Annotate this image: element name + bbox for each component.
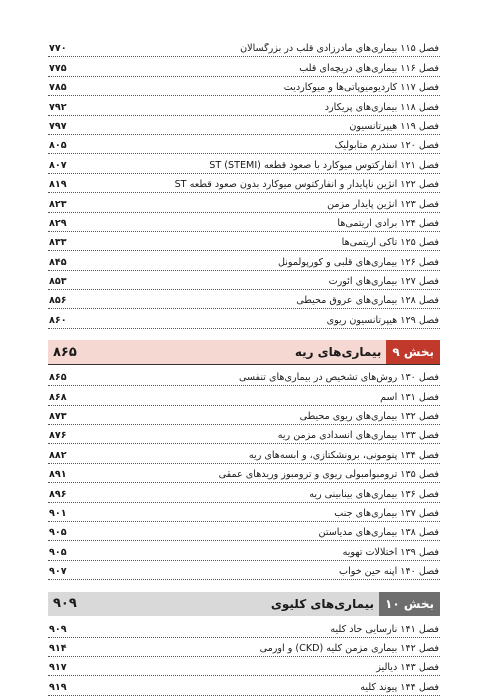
toc-row[interactable] bbox=[48, 503, 440, 522]
section-title: بیماری‌های ریه bbox=[294, 345, 382, 360]
toc-group-pulmonary bbox=[48, 367, 440, 580]
toc-row-label: فصل ۱۱۷ کاردیومیوپاتی‌ها و میوکاردیت bbox=[283, 82, 439, 94]
section-page: ۸۶۵ bbox=[53, 344, 77, 360]
toc-row-label: فصل ۱۲۴ برادی آریتمی‌ها bbox=[337, 217, 439, 229]
toc-row-label: فصل ۱۴۴ پیوند کلیه bbox=[360, 681, 439, 693]
toc-row-page: ۸۰۷ bbox=[49, 159, 67, 171]
toc-row-label: فصل ۱۲۰ سندرم متابولیک bbox=[334, 140, 439, 152]
toc-row-page: ۸۹۱ bbox=[49, 469, 67, 481]
toc-row-label: فصل ۱۳۰ روش‌های تشخیص در بیماری‌های تنفسی bbox=[238, 372, 439, 384]
toc-row-page: ۸۰۵ bbox=[49, 140, 67, 152]
toc-row-label: فصل ۱۲۵ تاکی آریتمی‌ها bbox=[341, 237, 439, 249]
toc-row-page: ۸۷۶ bbox=[49, 430, 67, 442]
toc-row[interactable] bbox=[48, 135, 440, 154]
section-title-bar bbox=[48, 340, 386, 364]
toc-row-label: فصل ۱۳۴ پنومونی، برونشکتازی، و آبسه‌های ریه bbox=[248, 449, 439, 461]
toc-group-cardiology bbox=[48, 38, 440, 329]
toc-row-label: فصل ۱۲۸ بیماری‌های عروق محیطی bbox=[296, 295, 439, 307]
toc-row-label: فصل ۱۱۹ هیپرتانسیون bbox=[349, 120, 439, 132]
toc-row[interactable] bbox=[48, 367, 440, 386]
toc-row-label: فصل ۱۲۲ آنژین ناپایدار و انفارکتوس میوکارد بدون صعود قطعه ST bbox=[174, 179, 439, 191]
toc-row-page: ۸۹۶ bbox=[49, 488, 67, 500]
toc-group-renal bbox=[48, 618, 440, 696]
toc-row[interactable] bbox=[48, 657, 440, 676]
toc-row-label: فصل ۱۳۵ ترومبوآمبولی ریوی و ترومبوز وریدهای عمقی bbox=[218, 469, 439, 481]
toc-row-label: فصل ۱۲۷ بیماری‌های آئورت bbox=[328, 276, 439, 288]
toc-row-page: ۸۶۸ bbox=[49, 391, 67, 403]
toc-row[interactable] bbox=[48, 386, 440, 405]
section-title: بیماری‌های کلیوی bbox=[270, 596, 375, 611]
toc-row-page: ۸۵۳ bbox=[49, 276, 67, 288]
toc-row[interactable] bbox=[48, 251, 440, 270]
toc-row-label: فصل ۱۱۸ بیماری‌های پریکارد bbox=[324, 101, 439, 113]
toc-row-label: فصل ۱۳۶ بیماری‌های بینابینی ریه bbox=[309, 488, 439, 500]
toc-row-page: ۷۹۷ bbox=[49, 120, 67, 132]
section-header-pulmonary[interactable] bbox=[48, 341, 440, 365]
toc-row[interactable] bbox=[48, 425, 440, 444]
toc-row[interactable] bbox=[48, 541, 440, 560]
toc-row-label: فصل ۱۴۱ نارسایی حاد کلیه bbox=[330, 623, 439, 635]
toc-row-label: فصل ۱۳۳ بیماری‌های انسدادی مزمن ریه bbox=[277, 430, 439, 442]
section-header-renal[interactable] bbox=[48, 592, 440, 616]
toc-row-label: فصل ۱۴۲ بیماری مزمن کلیه (CKD) و اورمی bbox=[259, 642, 439, 654]
toc-row-label: فصل ۱۱۶ بیماری‌های دریچه‌ای قلب bbox=[299, 62, 439, 74]
toc-row[interactable] bbox=[48, 444, 440, 463]
table-of-contents bbox=[48, 38, 440, 696]
toc-row[interactable] bbox=[48, 213, 440, 232]
toc-row[interactable] bbox=[48, 483, 440, 502]
toc-row[interactable] bbox=[48, 618, 440, 637]
toc-row[interactable] bbox=[48, 638, 440, 657]
toc-row-page: ۷۹۲ bbox=[49, 101, 67, 113]
toc-row-label: فصل ۱۱۵ بیماری‌های مادرزادی قلب در بزرگسالان bbox=[240, 43, 439, 55]
toc-row-label: فصل ۱۴۳ دیالیز bbox=[376, 662, 439, 674]
toc-row[interactable] bbox=[48, 38, 440, 57]
section-number-badge: بخش ۱۰ bbox=[379, 592, 440, 616]
toc-row-label: فصل ۱۳۱ آسم bbox=[380, 391, 439, 403]
toc-row-page: ۸۶۵ bbox=[49, 372, 67, 384]
toc-row[interactable] bbox=[48, 406, 440, 425]
toc-row-page: ۸۷۳ bbox=[49, 411, 67, 423]
toc-row-page: ۹۰۹ bbox=[49, 623, 67, 635]
toc-row[interactable] bbox=[48, 154, 440, 173]
section-number-badge: بخش ۹ bbox=[386, 340, 440, 364]
toc-row-label: فصل ۱۳۷ بیماری‌های جنب bbox=[334, 507, 439, 519]
toc-row-page: ۷۸۵ bbox=[49, 82, 67, 94]
toc-row-page: ۸۴۵ bbox=[49, 256, 67, 268]
toc-row[interactable] bbox=[48, 174, 440, 193]
section-title-bar bbox=[48, 592, 379, 616]
toc-row[interactable] bbox=[48, 96, 440, 115]
toc-row-label: فصل ۱۳۲ بیماری‌های ریوی محیطی bbox=[299, 411, 439, 423]
toc-row[interactable] bbox=[48, 676, 440, 695]
toc-row[interactable] bbox=[48, 290, 440, 309]
toc-row-page: ۹۱۷ bbox=[49, 662, 67, 674]
toc-row-page: ۷۷۵ bbox=[49, 62, 67, 74]
toc-row-label: فصل ۱۲۶ بیماری‌های قلبی و کورپولمونل bbox=[277, 256, 439, 268]
toc-row-page: ۸۸۲ bbox=[49, 449, 67, 461]
toc-row-page: ۸۵۶ bbox=[49, 295, 67, 307]
toc-row-label: فصل ۱۳۹ اختلالات تهویه bbox=[342, 546, 439, 558]
toc-row-page: ۹۱۴ bbox=[49, 642, 67, 654]
toc-row-label: فصل ۱۲۳ آنژین پایدار مزمن bbox=[327, 198, 439, 210]
toc-row-label: فصل ۱۳۸ بیماری‌های مدیاستن bbox=[318, 527, 439, 539]
toc-row-page: ۹۱۹ bbox=[49, 681, 67, 693]
toc-row[interactable] bbox=[48, 522, 440, 541]
toc-row[interactable] bbox=[48, 464, 440, 483]
toc-row-page: ۸۶۰ bbox=[49, 314, 67, 326]
toc-row[interactable] bbox=[48, 57, 440, 76]
toc-row-label: فصل ۱۲۱ انفارکتوس میوکارد با صعود قطعه ST (STEMI) bbox=[209, 159, 439, 171]
toc-row-page: ۸۲۹ bbox=[49, 217, 67, 229]
toc-row-page: ۹۰۵ bbox=[49, 527, 67, 539]
toc-row-label: فصل ۱۴۰ آپنه حین خواب bbox=[339, 566, 439, 578]
toc-row[interactable] bbox=[48, 193, 440, 212]
toc-row[interactable] bbox=[48, 561, 440, 580]
toc-row-page: ۹۰۷ bbox=[49, 566, 67, 578]
toc-row-page: ۷۷۰ bbox=[49, 43, 67, 55]
toc-row[interactable] bbox=[48, 309, 440, 328]
toc-row[interactable] bbox=[48, 116, 440, 135]
toc-row[interactable] bbox=[48, 77, 440, 96]
toc-row-page: ۹۰۵ bbox=[49, 546, 67, 558]
toc-row-label: فصل ۱۲۹ هیپرتانسیون ریوی bbox=[326, 314, 439, 326]
section-page: ۹۰۹ bbox=[53, 596, 77, 612]
toc-row-page: ۸۳۳ bbox=[49, 237, 67, 249]
toc-row-page: ۸۲۳ bbox=[49, 198, 67, 210]
toc-row-page: ۸۱۹ bbox=[49, 179, 67, 191]
toc-row[interactable] bbox=[48, 232, 440, 251]
toc-row-page: ۹۰۱ bbox=[49, 507, 67, 519]
toc-row[interactable] bbox=[48, 271, 440, 290]
